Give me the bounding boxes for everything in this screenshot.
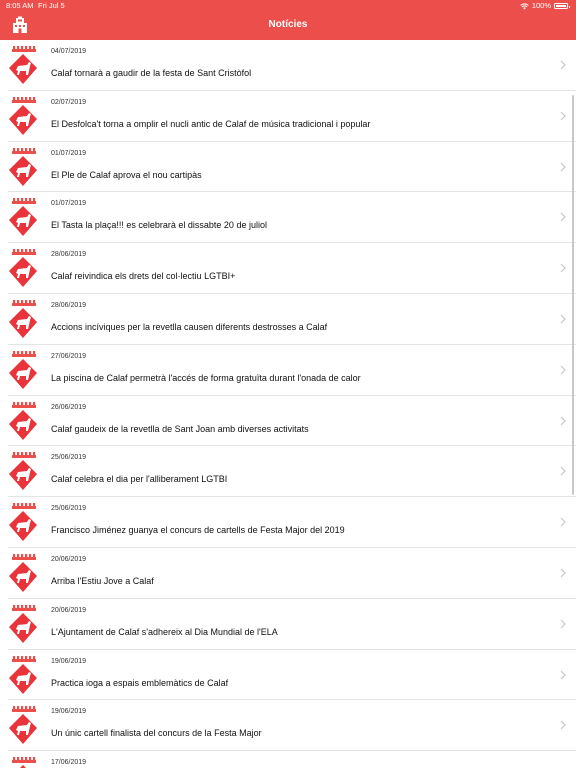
battery-percent: 100%: [531, 1, 551, 10]
news-date: 19/06/2019: [51, 657, 87, 665]
news-list-item[interactable]: [8, 700, 576, 751]
news-list-item[interactable]: [8, 396, 576, 447]
calaf-coat-of-arms-icon: [8, 554, 38, 594]
chevron-right-icon: [560, 466, 566, 476]
chevron-right-icon: [560, 365, 566, 375]
news-title: La piscina de Calaf permetrà l'accés de forma gratuïta durant l'onada de calor: [51, 372, 361, 383]
news-date: 28/06/2019: [51, 251, 87, 259]
news-date: 01/07/2019: [51, 200, 87, 208]
chevron-right-icon: [560, 619, 566, 629]
news-list-item[interactable]: [8, 497, 576, 548]
calaf-coat-of-arms-icon: [8, 249, 38, 289]
news-date: 25/06/2019: [51, 454, 87, 462]
calaf-coat-of-arms-icon: [8, 706, 38, 746]
news-title: Practica ioga a espais emblemàtics de Calaf: [51, 677, 229, 688]
news-list-item[interactable]: [8, 548, 576, 599]
calaf-coat-of-arms-icon: [8, 503, 38, 543]
news-title: L'Ajuntament de Calaf s'adhereix al Dia Mundial de l'ELA: [51, 626, 278, 637]
news-list-item[interactable]: [8, 243, 576, 294]
news-title: El Tasta la plaça!!! es celebrarà el dissabte 20 de juliol: [51, 220, 267, 231]
news-title: Calaf celebra el dia per l'alliberament LGTBI: [51, 474, 228, 485]
calaf-coat-of-arms-icon: [8, 452, 38, 492]
news-list-item[interactable]: [8, 345, 576, 396]
news-list[interactable]: [0, 40, 576, 768]
news-date: 20/06/2019: [51, 606, 87, 614]
news-date: 26/06/2019: [51, 403, 87, 411]
chevron-right-icon: [560, 568, 566, 578]
status-bar: [0, 0, 576, 12]
news-list-item[interactable]: [8, 650, 576, 701]
calaf-coat-of-arms-icon: [8, 300, 38, 340]
news-title: Francisco Jiménez guanya el concurs de cartells de Festa Major del 2019: [51, 525, 345, 536]
news-date: 25/06/2019: [51, 505, 87, 513]
page-title: Notícies: [268, 19, 308, 30]
news-title: El Ple de Calaf aprova el nou cartipàs: [51, 169, 202, 180]
news-date: 17/06/2019: [51, 759, 87, 767]
chevron-right-icon: [560, 314, 566, 324]
news-list-item[interactable]: [8, 599, 576, 650]
news-title: El Desfolca't torna a omplir el nucli antic de Calaf de música tradicional i popular: [51, 118, 371, 129]
scroll-indicator[interactable]: [572, 95, 574, 495]
news-list-item[interactable]: [8, 192, 576, 243]
news-list-item[interactable]: [8, 91, 576, 142]
chevron-right-icon: [560, 111, 566, 121]
calaf-coat-of-arms-icon: [8, 46, 38, 86]
calaf-coat-of-arms-icon: [8, 656, 38, 696]
calaf-coat-of-arms-icon: [8, 402, 38, 442]
calaf-coat-of-arms-icon: [8, 198, 38, 238]
calaf-coat-of-arms-icon: [8, 148, 38, 188]
news-title: Un únic cartell finalista del concurs de la Festa Major: [51, 728, 262, 739]
news-date: 02/07/2019: [51, 98, 87, 106]
news-title: Accions incíviques per la revetlla causen diferents destrosses a Calaf: [51, 321, 328, 332]
wifi-icon: [520, 3, 529, 10]
news-list-item[interactable]: [8, 142, 576, 193]
news-date: 27/06/2019: [51, 352, 87, 360]
calaf-coat-of-arms-icon: [8, 351, 38, 391]
chevron-right-icon: [560, 720, 566, 730]
chevron-right-icon: [560, 212, 566, 222]
chevron-right-icon: [560, 60, 566, 70]
news-list-item[interactable]: [8, 446, 576, 497]
battery-icon: [554, 3, 568, 9]
news-date: 01/07/2019: [51, 149, 87, 157]
news-date: 28/06/2019: [51, 301, 87, 309]
status-date: Fri Jul 5: [38, 1, 65, 10]
chevron-right-icon: [560, 416, 566, 426]
news-title: Calaf tornarà a gaudir de la festa de Sant Cristòfol: [51, 68, 252, 78]
navigation-header: [0, 0, 576, 40]
calaf-coat-of-arms-icon: [8, 97, 38, 137]
chevron-right-icon: [560, 162, 566, 172]
news-date: 04/07/2019: [51, 48, 87, 55]
news-title: Calaf gaudeix de la revetlla de Sant Joan amb diverses activitats: [51, 423, 309, 434]
calaf-coat-of-arms-icon: [8, 605, 38, 645]
news-title: Calaf reivindica els drets del col·lectiu LGTBI+: [51, 271, 236, 282]
status-indicators: [520, 0, 568, 12]
news-date: 20/06/2019: [51, 555, 87, 563]
news-list-item[interactable]: [8, 40, 576, 91]
news-date: 19/06/2019: [51, 708, 87, 716]
news-list-item[interactable]: [8, 751, 576, 768]
news-list-item[interactable]: [8, 294, 576, 345]
status-time: 8:05 AM: [6, 1, 34, 10]
calaf-coat-of-arms-icon: [8, 757, 38, 768]
chevron-right-icon: [560, 263, 566, 273]
news-title: Arriba l'Estiu Jove a Calaf: [51, 575, 154, 586]
chevron-right-icon: [560, 670, 566, 680]
chevron-right-icon: [560, 517, 566, 527]
